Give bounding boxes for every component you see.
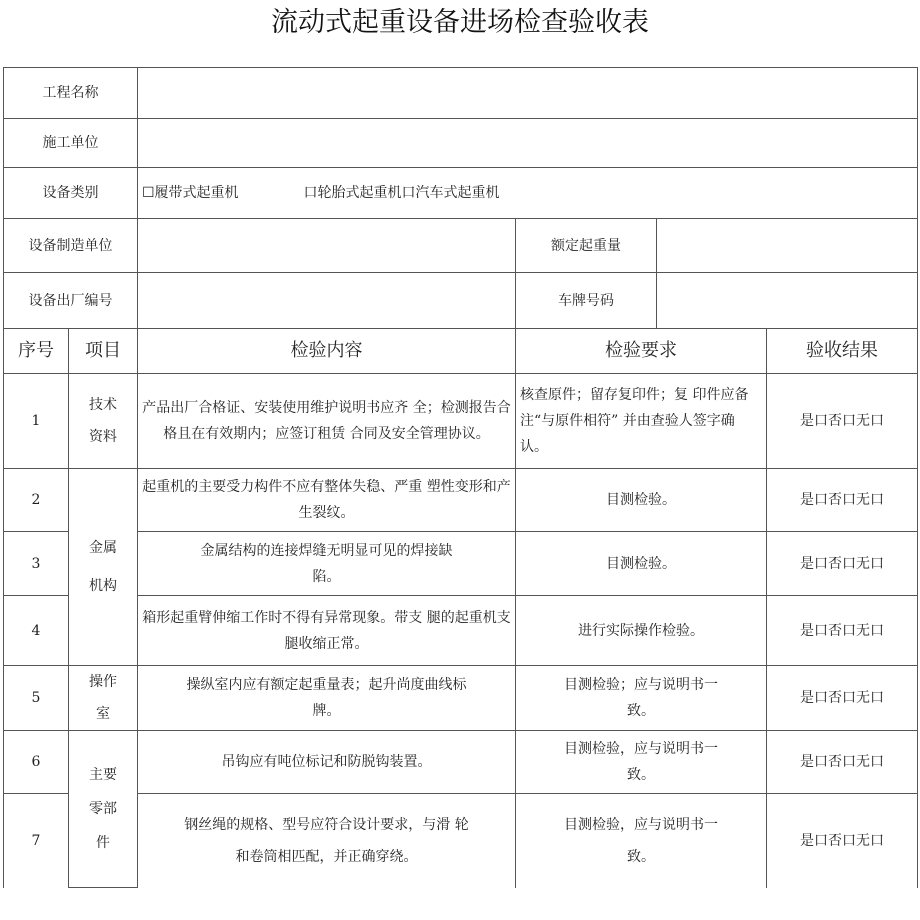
- inspection-table: [3, 67, 918, 888]
- category-row: [4, 168, 918, 219]
- row-requirement: 核查原件；留存复印件；复 印件应备注“与原件相符” 并由查验人签字确认。: [516, 374, 767, 469]
- row-result[interactable]: 是口否口无口: [767, 532, 918, 596]
- manufacturer-value[interactable]: [138, 219, 516, 273]
- plate-label: 车牌号码: [516, 273, 657, 329]
- row-requirement: 目测检验，应与说明书一 致。: [516, 794, 767, 888]
- table-row: [4, 374, 918, 469]
- group-tech: 技术 资料: [69, 374, 138, 469]
- header-requirement: 检验要求: [516, 329, 767, 374]
- project-name-row: [4, 68, 918, 119]
- row-requirement: 目测检验，应与说明书一 致。: [516, 731, 767, 794]
- construction-unit-row: [4, 119, 918, 168]
- row-result[interactable]: 是口否口无口: [767, 469, 918, 532]
- row-requirement: 目测检验。: [516, 469, 767, 532]
- row-no: 2: [4, 469, 69, 532]
- rated-load-label: 额定起重量: [516, 219, 657, 273]
- row-content: 吊钩应有吨位标记和防脱钩装置。: [138, 731, 516, 794]
- project-name-value[interactable]: [138, 68, 918, 119]
- category-label: 设备类别: [4, 168, 138, 219]
- row-no: 3: [4, 532, 69, 596]
- row-no: 7: [4, 794, 69, 888]
- header-no: 序号: [4, 329, 69, 374]
- table-row: [4, 794, 918, 888]
- row-requirement: 目测检验；应与说明书一 致。: [516, 666, 767, 731]
- row-no: 5: [4, 666, 69, 731]
- plate-value[interactable]: [657, 273, 918, 329]
- rated-load-value[interactable]: [657, 219, 918, 273]
- row-result[interactable]: 是口否口无口: [767, 794, 918, 888]
- table-row: [4, 532, 918, 596]
- group-parts: 主要 零部 件: [69, 731, 138, 888]
- category-options[interactable]: ☐履带式起重机 口轮胎式起重机口汽车式起重机: [138, 168, 918, 219]
- row-result[interactable]: 是口否口无口: [767, 731, 918, 794]
- serial-row: [4, 273, 918, 329]
- table-row: [4, 596, 918, 666]
- row-requirement: 进行实际操作检验。: [516, 596, 767, 666]
- serial-label: 设备出厂编号: [4, 273, 138, 329]
- row-no: 6: [4, 731, 69, 794]
- construction-unit-value[interactable]: [138, 119, 918, 168]
- header-item: 项目: [69, 329, 138, 374]
- row-result[interactable]: 是口否口无口: [767, 596, 918, 666]
- manufacturer-row: [4, 219, 918, 273]
- row-content: 起重机的主要受力构件不应有整体失稳、严重 塑性变形和产生裂纹。: [138, 469, 516, 532]
- row-content: 钢丝绳的规格、型号应符合设计要求，与滑 轮 和卷筒相匹配，并正确穿绕。: [138, 794, 516, 888]
- page-title: 流动式起重设备进场检查验收表: [271, 7, 649, 38]
- group-cab: 操作 室: [69, 666, 138, 731]
- column-header-row: [4, 329, 918, 374]
- row-content: 操纵室内应有额定起重量表；起升尚度曲线标 牌。: [138, 666, 516, 731]
- row-content: 产品出厂合格证、安装使用维护说明书应齐 全；检测报告合格且在有效期内；应签订租赁 合同及安全管理协议。: [138, 374, 516, 469]
- row-no: 4: [4, 596, 69, 666]
- row-no: 1: [4, 374, 69, 469]
- table-row: [4, 469, 918, 532]
- group-metal: 金属 机构: [69, 469, 138, 666]
- row-requirement: 目测检验。: [516, 532, 767, 596]
- header-content: 检验内容: [138, 329, 516, 374]
- table-row: [4, 666, 918, 731]
- serial-value[interactable]: [138, 273, 516, 329]
- row-content: 金属结构的连接焊缝无明显可见的焊接缺 陷。: [138, 532, 516, 596]
- manufacturer-label: 设备制造单位: [4, 219, 138, 273]
- row-result[interactable]: 是口否口无口: [767, 374, 918, 469]
- row-content: 箱形起重臂伸缩工作时不得有异常现象。带支 腿的起重机支腿收缩正常。: [138, 596, 516, 666]
- table-row: [4, 731, 918, 794]
- header-result: 验收结果: [767, 329, 918, 374]
- construction-unit-label: 施工单位: [4, 119, 138, 168]
- project-name-label: 工程名称: [4, 68, 138, 119]
- row-result[interactable]: 是口否口无口: [767, 666, 918, 731]
